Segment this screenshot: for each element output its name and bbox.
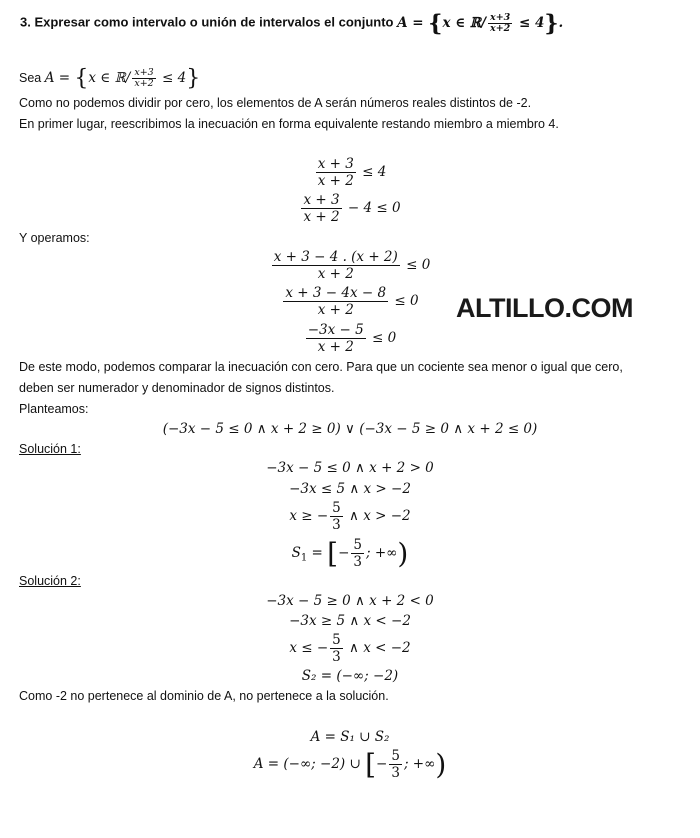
frac-num: x + 3 − 4 . (x + 2) bbox=[273, 249, 398, 265]
frac-den: x + 2 bbox=[317, 302, 354, 318]
frac-num: 5 bbox=[353, 537, 363, 553]
eq5-fraction bbox=[306, 322, 366, 355]
frac-num: x+3 bbox=[134, 67, 154, 78]
eq1-fraction bbox=[316, 156, 356, 189]
solution-2-label: Solución 2: bbox=[19, 574, 81, 588]
s1-equals: = bbox=[307, 545, 328, 561]
frac-den: 3 bbox=[391, 765, 400, 781]
final-minus: − bbox=[376, 756, 388, 772]
sea-prefix: Sea bbox=[19, 71, 45, 85]
sol1-l3-post: ∧ x > −2 bbox=[344, 508, 411, 524]
set-relation: ≤ 4 bbox=[157, 70, 187, 86]
frac-den: 3 bbox=[353, 554, 363, 570]
frac-num: x + 3 − 4x − 8 bbox=[285, 285, 387, 301]
eq3-relation: ≤ 0 bbox=[401, 257, 431, 273]
sol1-l3-pre: x ≥ − bbox=[289, 508, 329, 524]
frac-num: 5 bbox=[332, 632, 341, 648]
final-fraction bbox=[389, 748, 402, 781]
sea-set-definition bbox=[44, 66, 201, 91]
set-lhs: A = bbox=[397, 14, 429, 31]
frac-den: x + 2 bbox=[303, 209, 340, 225]
brace-open: { bbox=[428, 10, 443, 36]
frac-num: x + 3 bbox=[317, 156, 354, 172]
operamos-label: Y operamos: bbox=[19, 231, 90, 245]
equation-1 bbox=[0, 156, 700, 189]
paren-close: ) bbox=[397, 537, 409, 570]
paragraph-exclusion: Como -2 no pertenece al dominio de A, no pertenece a la solución. bbox=[19, 689, 389, 703]
paren-close: ) bbox=[435, 748, 447, 781]
frac-num: 5 bbox=[332, 500, 341, 516]
solution-1-label: Solución 1: bbox=[19, 442, 81, 456]
frac-num: −3x − 5 bbox=[307, 322, 364, 338]
set-fraction bbox=[132, 68, 155, 89]
final-answer bbox=[0, 748, 700, 781]
sol1-l3-fraction bbox=[330, 500, 343, 533]
sol2-l3-post: ∧ x < −2 bbox=[344, 640, 411, 656]
eq5-relation: ≤ 0 bbox=[367, 330, 397, 346]
sol1-result bbox=[0, 537, 700, 570]
exercise-title bbox=[20, 10, 563, 36]
cases-expression: (−3x − 5 ≤ 0 ∧ x + 2 ≥ 0) ∨ (−3x − 5 ≥ 0 ∧ x + 2 ≤ 0) bbox=[162, 421, 538, 437]
sol2-l3-fraction bbox=[330, 632, 343, 665]
final-pre: A = (−∞; −2) ∪ bbox=[253, 756, 366, 772]
frac-den: x+2 bbox=[134, 78, 154, 89]
final-rest: ; +∞ bbox=[403, 756, 436, 772]
sol2-line-3 bbox=[0, 632, 700, 665]
bracket-open: [ bbox=[365, 748, 377, 781]
frac-den: x + 2 bbox=[317, 173, 354, 189]
paragraph-signs: deben ser numerador y denominador de signos distintos. bbox=[19, 381, 335, 395]
equation-2 bbox=[0, 192, 700, 225]
frac-num: x+3 bbox=[490, 11, 511, 23]
eq2-fraction bbox=[301, 192, 341, 225]
watermark-logo: ALTILLO.COM bbox=[456, 293, 633, 323]
sol2-line-1: −3x − 5 ≥ 0 ∧ x + 2 < 0 bbox=[266, 593, 434, 609]
set-var: x ∈ ℝ/ bbox=[442, 14, 487, 31]
s1-subscript: 1 bbox=[300, 552, 308, 564]
set-fraction bbox=[488, 13, 512, 34]
sol2-line-2: −3x ≥ 5 ∧ x < −2 bbox=[289, 613, 411, 629]
frac-den: x+2 bbox=[490, 22, 511, 34]
s1-symbol: S bbox=[291, 545, 301, 561]
sol1-line-2: −3x ≤ 5 ∧ x > −2 bbox=[289, 481, 411, 497]
frac-den: x + 2 bbox=[317, 339, 354, 355]
paragraph-rewrite: En primer lugar, reescribimos la inecuación en forma equivalente restando miembro a miembro 4. bbox=[19, 117, 559, 131]
planteamos-label: Planteamos: bbox=[19, 402, 89, 416]
frac-num: 5 bbox=[391, 748, 400, 764]
equation-5 bbox=[0, 322, 700, 355]
frac-den: x + 2 bbox=[317, 266, 354, 282]
sol2-result: S₂ = (−∞; −2) bbox=[301, 668, 399, 684]
eq2-relation: − 4 ≤ 0 bbox=[343, 200, 401, 216]
sol1-line-3 bbox=[0, 500, 700, 533]
sol2-l3-pre: x ≤ − bbox=[289, 640, 329, 656]
title-set-definition bbox=[397, 10, 564, 36]
s1-fraction bbox=[351, 537, 364, 570]
paragraph-domain: Como no podemos dividir por cero, los elementos de A serán números reales distintos de -2. bbox=[19, 96, 532, 110]
bracket-open: [ bbox=[327, 537, 339, 570]
set-lhs: A = bbox=[44, 70, 75, 86]
sol1-line-1: −3x − 5 ≤ 0 ∧ x + 2 > 0 bbox=[266, 460, 434, 476]
eq3-fraction bbox=[272, 249, 400, 282]
set-var: x ∈ ℝ/ bbox=[88, 70, 131, 86]
brace-close: } bbox=[186, 66, 201, 91]
paragraph-compare: De este modo, podemos comparar la inecuación con cero. Para que un cociente sea menor o igual que cero, bbox=[19, 360, 623, 374]
title-text: 3. Expresar como intervalo o unión de intervalos el conjunto bbox=[20, 14, 394, 30]
equation-3 bbox=[0, 249, 700, 282]
set-relation: ≤ 4 bbox=[514, 14, 545, 31]
set-end: . bbox=[558, 14, 564, 31]
s1-rest: ; +∞ bbox=[366, 545, 398, 561]
eq4-fraction bbox=[283, 285, 388, 318]
sea-line bbox=[19, 66, 200, 91]
brace-open: { bbox=[74, 66, 89, 91]
brace-close: } bbox=[544, 10, 559, 36]
eq4-relation: ≤ 0 bbox=[390, 293, 419, 309]
s1-minus: − bbox=[338, 545, 350, 561]
frac-den: 3 bbox=[332, 649, 341, 665]
frac-den: 3 bbox=[332, 517, 341, 533]
frac-num: x + 3 bbox=[303, 192, 340, 208]
eq1-relation: ≤ 4 bbox=[357, 164, 387, 180]
final-union: A = S₁ ∪ S₂ bbox=[310, 729, 390, 745]
